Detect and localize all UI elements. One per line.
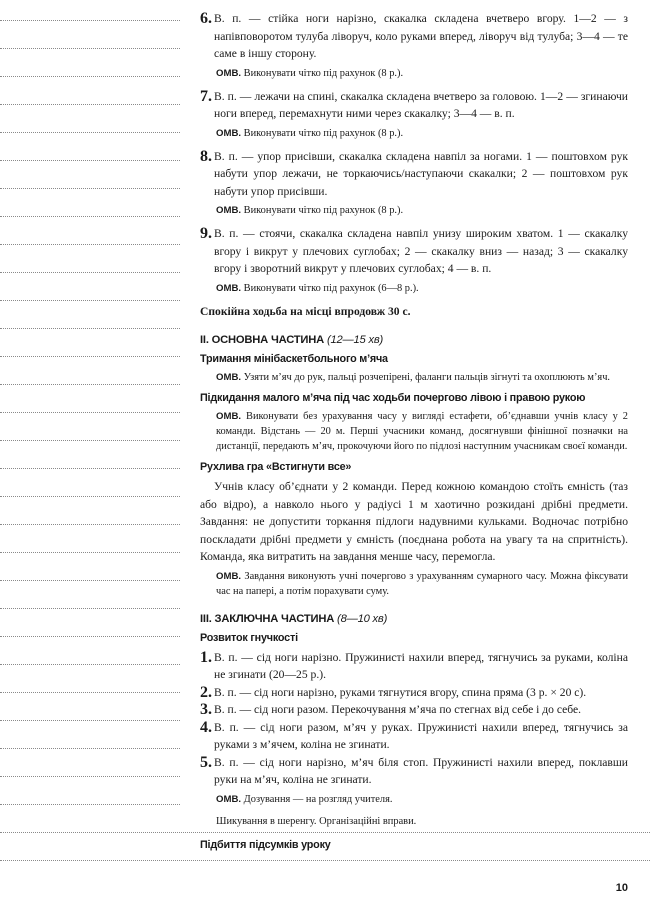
flex-item [200, 701, 628, 719]
item-number: 4. [200, 718, 212, 736]
calm-walk: Спокійна ходьба на місці впродовж 30 с. [200, 304, 411, 318]
item-number: 2. [200, 683, 212, 701]
warmup-item [200, 225, 628, 296]
omv-text: Виконувати чітко під рахунок (8 р.). [243, 127, 404, 139]
omv-text: Узяти м’яч до рук, пальці розчепірені, фаланги пальців зігнуті та охоплюють м’яч. [243, 372, 611, 383]
final-part-range: (8—10 хв) [337, 612, 388, 625]
omv-label: ОМВ. [216, 127, 242, 139]
flex-item [200, 754, 628, 789]
omv-text: Виконувати чітко під рахунок (6—8 р.). [243, 282, 419, 294]
closing-line: Шикування в шеренгу. Організаційні вправи. [216, 815, 417, 827]
warmup-item [200, 148, 628, 219]
omv-note [216, 370, 628, 385]
flex-item [200, 684, 628, 702]
item-number: 6. [200, 10, 212, 27]
omv-label: ОМВ. [216, 372, 242, 383]
item-number: 5. [200, 753, 212, 771]
item-text: В. п. — сід ноги нарізно. Пружинисті нахили вперед, тягнучись за руками, коліна не згинати (20—25 р.). [214, 650, 628, 681]
omv-note [216, 792, 628, 807]
item-number: 7. [200, 87, 212, 105]
item-text: В. п. — сід ноги нарізно, руками тягнутися вгору, спина пряма (3 р. × 20 с). [214, 685, 587, 699]
warmup-item [200, 88, 628, 141]
omv-note [216, 66, 628, 81]
omv-label: ОМВ. [216, 67, 242, 79]
omv-text: Виконувати без урахування часу у вигляді естафети, об’єднавши учнів класу у 2 команди. Відстань — 20 м. Перші учасники команд, досягнувши фінішної позначки на дистанції, передають м’яч, прокочуючи його по підлозі наступним учасникам своєї команди. [216, 411, 628, 452]
main-part-title: II. ОСНОВНА ЧАСТИНА (12—15 хв) [200, 334, 384, 346]
omv-label: ОМВ. [216, 411, 242, 422]
item-number: 3. [200, 701, 212, 718]
warmup-item [200, 10, 628, 81]
block-heading: Тримання мінібаскетбольного м’яча [200, 353, 388, 365]
omv-note [216, 409, 628, 454]
item-text: В. п. — стійка ноги нарізно, скакалка складена вчетверо вгору. 1—2 — з напівповоротом тулуба ліворуч, коло руками вперед, ліворуч від тулуба; 3—4 — те саме в іншу сторону. [214, 12, 628, 60]
item-text: В. п. — стоячи, скакалка складена навпіл унизу широким хватом. 1 — скакалку вгору і викрут у плечових суглобах; 2 — скакалку вниз — назад; 3 — скакалку вгору і зворотний викрут у плечових суглобах; 4 — в. п. [214, 227, 628, 275]
omv-text: Виконувати чітко під рахунок (8 р.). [243, 67, 404, 79]
game-description: Учнів класу об’єднати у 2 команди. Перед кожною командою стоїть ємність (таз або відро), а навколо нього у радіусі 1 м хаотично розкидані дрібні предмети. Завдання: не допустити торкання підлоги надувними кульками. Водночас потрібно поскладати дрібні предмети у ємність (поєднана робота на увагу та на спритність). Команда, яка витратить на завдання менше часу, перемогла. [200, 480, 628, 563]
item-text: В. п. — сід ноги разом, м’яч у руках. Пружинисті нахили вперед, тягнучись за руками з м’ячем, коліна не згинати. [214, 720, 628, 751]
item-number: 8. [200, 147, 212, 165]
item-text: В. п. — упор присівши, скакалка складена навпіл за ногами. 1 — поштовхом рук набути упор лежачи, не торкаючись/наступаючи скакалки; 2 — поштовхом рук набути упор присівши. [214, 149, 628, 198]
omv-label: ОМВ. [216, 570, 242, 582]
omv-note [216, 203, 628, 218]
flex-item [200, 649, 628, 684]
summary-heading: Підбиття підсумків уроку [200, 838, 331, 851]
block-heading: Підкидання малого м’яча під час ходьби почергово лівою і правою рукою [200, 392, 586, 404]
omv-text: Завдання виконують учні почергово з урахуванням сумарного часу. Можна фіксувати час на папері, а потім порахувати суму. [216, 570, 629, 597]
page-number: 10 [615, 882, 628, 894]
flex-item [200, 719, 628, 754]
omv-label: ОМВ. [216, 793, 242, 805]
item-text: В. п. — сід ноги разом. Перекочування м’яча по стегнах від себе і до себе. [214, 703, 582, 716]
omv-note [216, 569, 628, 599]
omv-text: Дозування — на розгляд учителя. [243, 793, 393, 805]
item-number: 1. [200, 648, 212, 666]
final-part-title: III. ЗАКЛЮЧНА ЧАСТИНА (8—10 хв) [200, 612, 388, 625]
omv-note [216, 281, 628, 296]
omv-text: Виконувати чітко під рахунок (8 р.). [243, 205, 404, 216]
item-text: В. п. — лежачи на спині, скакалка складена вчетверо за головою. 1—2 — згинаючи ноги вперед, перемахнути ними через скакалку; 3—4 — в. п. [214, 89, 628, 120]
main-part-range: (12—15 хв) [326, 334, 384, 346]
block-heading: Рухлива гра «Встигнути все» [200, 461, 352, 473]
lesson-content [200, 10, 628, 856]
block-heading: Розвиток гнучкості [200, 631, 298, 644]
item-text: В. п. — сід ноги нарізно, м’яч біля стоп. Пружинисті нахили вперед, поклавши руки на м’яч, коліна не згинати. [214, 755, 628, 786]
omv-label: ОМВ. [216, 205, 242, 216]
omv-label: ОМВ. [216, 282, 242, 294]
omv-note [216, 126, 628, 141]
item-number: 9. [200, 225, 212, 242]
